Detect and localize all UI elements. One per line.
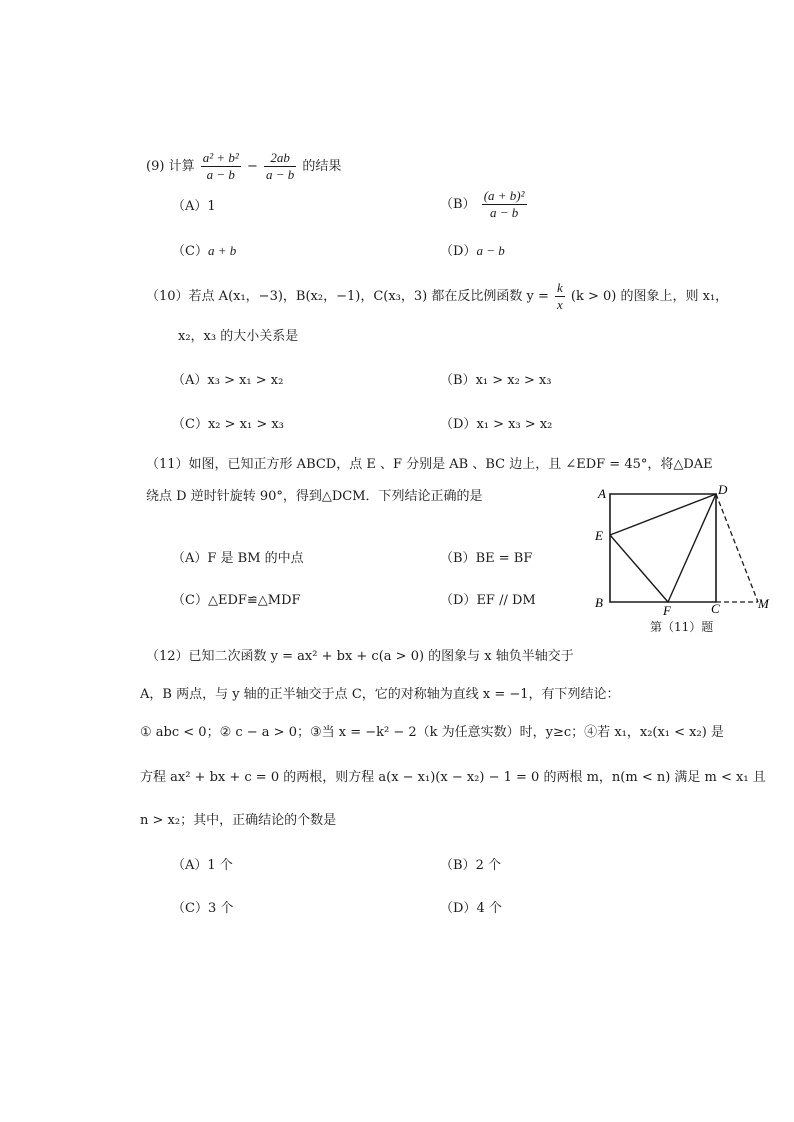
q12-stem-line-1: （12）已知二次函数 y = ax² + bx + c(a > 0) 的图象与 x 轴负半轴交于	[146, 649, 574, 664]
q10-option-a-label: （A）	[172, 373, 208, 388]
q9-number: (9)	[146, 159, 165, 174]
q11-option-c-text: △EDF≌△MDF	[207, 593, 301, 608]
q11-option-b-text: BE = BF	[475, 551, 533, 566]
q11-option-d	[440, 592, 536, 610]
q11-stem-line-1: （11）如图，已知正方形 ABCD，点 E 、F 分别是 AB 、BC 边上，且 ∠EDF = 45°，将△DAE	[146, 457, 713, 472]
q11-option-d-text: EF // DM	[476, 593, 536, 608]
q10-option-c-text: x₂ > x₁ > x₃	[207, 417, 284, 432]
q12-stem-line-3: ① abc < 0；② c − a > 0；③当 x = −k² − 2（k 为任意实数）时，y≥c；④若 x₁，x₂(x₁ < x₂) 是	[140, 725, 724, 740]
label-c: C	[711, 601, 720, 616]
q9-option-b-fraction	[482, 188, 527, 221]
q10-option-b-text: x₁ > x₂ > x₃	[475, 373, 552, 388]
q12-option-d-text: 4 个	[476, 901, 502, 916]
label-d: D	[718, 482, 728, 497]
q9-option-a	[172, 198, 216, 216]
q10-option-a-text: x₃ > x₁ > x₂	[207, 373, 284, 388]
q11-option-a	[172, 550, 304, 568]
q12-option-a-text: 1 个	[207, 858, 233, 873]
figure-caption: 第（11）题	[650, 620, 714, 634]
q10-option-d-text: x₁ > x₃ > x₂	[476, 417, 553, 432]
q9-option-c-text: a + b	[207, 243, 237, 258]
q10-option-c	[172, 416, 284, 434]
q12-option-c	[172, 900, 233, 918]
q10-stem-part-1: （10）若点 A(x₁，−3)，B(x₂，−1)，C(x₃，3) 都在反比例函数 y =	[146, 289, 549, 304]
q10-option-d-label: （D）	[440, 417, 477, 432]
q10-stem-line-2: x₂，x₃ 的大小关系是	[178, 329, 299, 344]
q12-option-b-label: （B）	[440, 858, 476, 873]
q10-fraction	[555, 280, 565, 313]
segment-dm-dashed	[716, 494, 758, 602]
q12-stem-line-5: n > x₂；其中，正确结论的个数是	[140, 813, 337, 828]
q10-option-b-label: （B）	[440, 373, 476, 388]
q12-option-c-text: 3 个	[207, 901, 234, 916]
q9-fraction-1	[201, 150, 241, 183]
q10-fraction-denominator: x	[557, 297, 563, 312]
q12-option-b-text: 2 个	[475, 858, 501, 873]
q9-fraction-1-numerator: a² + b²	[202, 150, 239, 165]
q9-option-d	[440, 242, 505, 261]
q11-option-b-label: （B）	[440, 551, 476, 566]
q11-option-d-label: （D）	[440, 593, 477, 608]
q10-stem-line-1	[146, 280, 728, 313]
q12-option-d-label: （D）	[440, 901, 477, 916]
label-a: A	[598, 486, 606, 501]
q12-option-d	[440, 900, 502, 918]
q12-option-a	[172, 857, 233, 875]
q12-option-c-label: （C）	[172, 901, 208, 916]
q10-fraction-numerator: k	[557, 280, 563, 295]
square-abcd	[610, 494, 716, 602]
q10-option-b	[440, 372, 552, 390]
q11-option-b	[440, 550, 532, 568]
q9-minus: −	[246, 159, 258, 174]
q12-option-b	[440, 857, 501, 875]
label-e: E	[595, 528, 603, 543]
q9-stem	[146, 150, 341, 183]
q10-stem-part-2: (k > 0) 的图象上，则 x₁，	[570, 289, 729, 304]
q10-option-a	[172, 372, 283, 390]
q11-option-a-text: F 是 BM 的中点	[207, 551, 304, 566]
q11-option-c	[172, 592, 301, 610]
q12-stem-line-2: A，B 两点，与 y 轴的正半轴交于点 C，它的对称轴为直线 x = −1，有下列结论：	[140, 687, 620, 702]
q9-option-b	[440, 188, 529, 221]
q9-option-d-label: （D）	[440, 244, 477, 259]
q9-option-c	[172, 242, 236, 261]
q10-option-c-label: （C）	[172, 417, 208, 432]
q9-suffix: 的结果	[302, 159, 342, 174]
label-f: F	[663, 603, 671, 617]
q10-option-d	[440, 416, 552, 434]
q11-option-a-label: （A）	[172, 551, 208, 566]
label-m: M	[758, 596, 769, 611]
segment-ef	[610, 535, 668, 602]
q9-option-d-text: a − b	[476, 243, 505, 258]
q9-option-a-label: （A）	[172, 199, 208, 214]
q9-fraction-2	[264, 150, 296, 183]
q9-fraction-2-denominator: a − b	[265, 167, 295, 182]
q12-option-a-label: （A）	[172, 858, 208, 873]
q9-option-c-label: （C）	[172, 244, 208, 259]
q9-fraction-2-numerator: 2ab	[264, 150, 296, 167]
q11-stem-line-2: 绕点 D 逆时针旋转 90°，得到△DCM．下列结论正确的是	[146, 489, 483, 504]
q12-stem-line-4: 方程 ax² + bx + c = 0 的两根，则方程 a(x − x₁)(x − x₂) − 1 = 0 的两根 m，n(m < n) 满足 m < x₁ 且	[140, 770, 766, 785]
q9-option-b-numerator: (a + b)²	[483, 188, 525, 203]
label-b: B	[595, 595, 603, 610]
q11-option-c-label: （C）	[172, 593, 208, 608]
q9-fraction-1-denominator: a − b	[206, 167, 235, 182]
q9-option-a-text: 1	[207, 199, 216, 214]
q9-option-b-denominator: a − b	[489, 205, 519, 220]
q9-option-b-label: （B）	[440, 197, 476, 212]
q9-prefix: 计算	[168, 159, 195, 174]
q11-geometry-figure	[590, 482, 780, 617]
